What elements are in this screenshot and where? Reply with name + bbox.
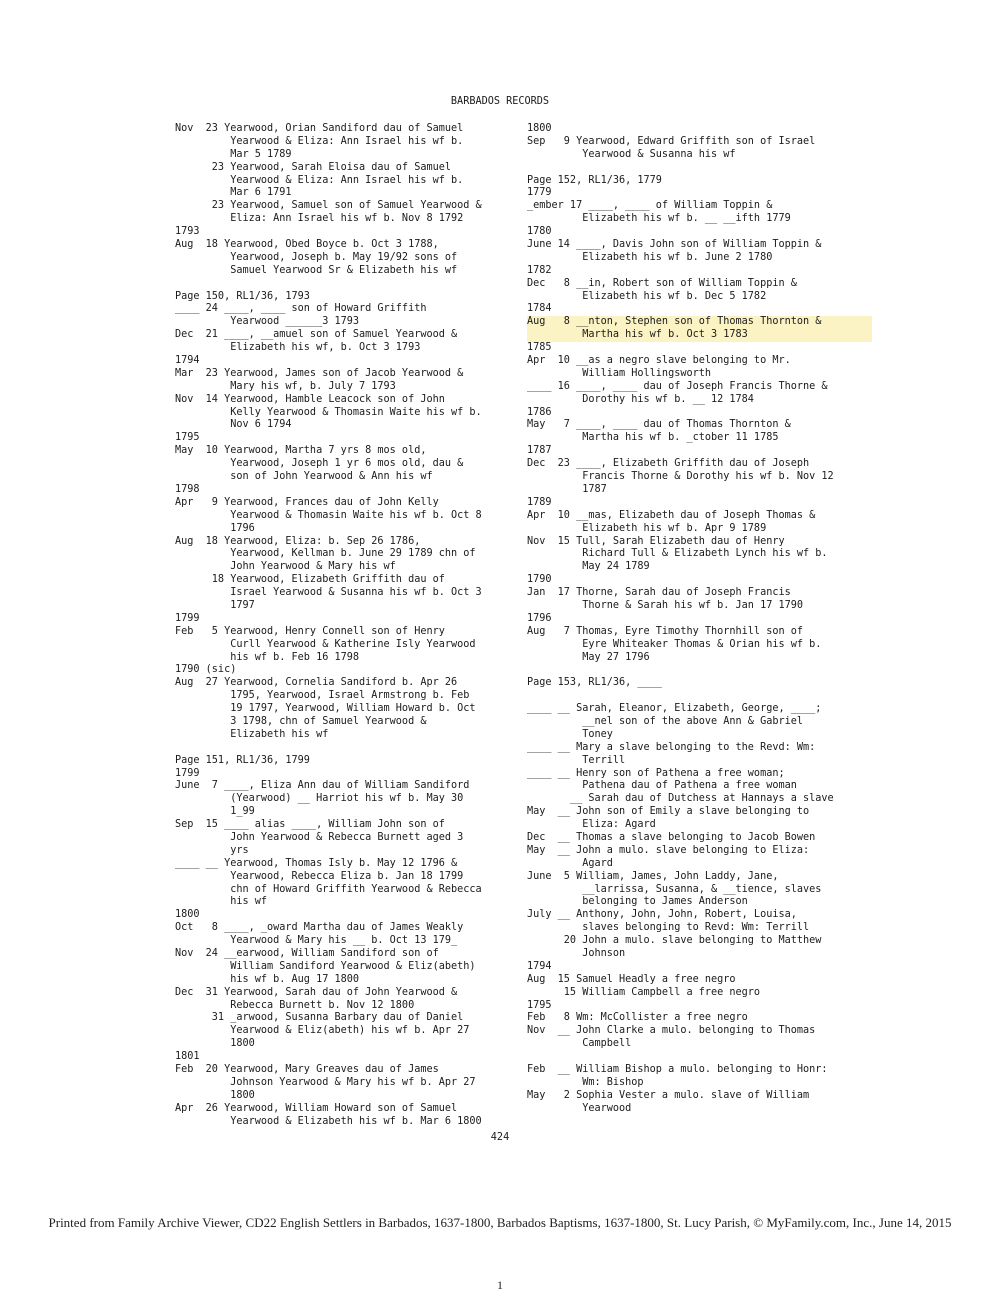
record-line: Yearwood, Joseph 1 yr 6 mos old, dau & [175,458,464,470]
record-line: his wf [175,896,268,908]
record-line: 1795 [175,432,200,444]
record-line: Nov 23 Yearwood, Orian Sandiford dau of Samuel [175,123,464,134]
record-line: June 14 ____, Davis John son of William Toppin & [527,239,822,251]
record-line: Page 152, RL1/36, 1779 [527,174,662,186]
record-line: Richard Tull & Elizabeth Lynch his wf b. [527,548,828,560]
record-line: Yearwood & Susanna his wf [527,148,736,160]
record-line: May 2 Sophia Vester a mulo. slave of William [527,1089,810,1101]
record-line: 1790 (sic) [175,664,237,676]
record-line: Aug 15 Samuel Headly a free negro [527,973,736,985]
record-line: Yearwood [527,1102,632,1114]
record-line: ____ 24 ____, ____ son of Howard Griffith [175,303,427,315]
record-line: Wm: Bishop [527,1076,644,1088]
record-line: Eliza: Agard [527,819,656,831]
record-line: chn of Howard Griffith Yearwood & Rebecca [175,883,482,895]
record-line: May 27 1796 [527,651,650,663]
record-line: May 7 ____, ____ dau of Thomas Thornton & [527,419,791,431]
record-line: May __ John son of Emily a slave belonging to [527,806,810,818]
record-line: Feb __ William Bishop a mulo. belonging to Honr: [527,1064,828,1076]
record-line: Elizabeth his wf b. Dec 5 1782 [527,290,767,302]
record-line: May 24 1789 [527,561,650,573]
record-line: Yearwood, Kellman b. June 29 1789 chn of [175,548,476,560]
record-line: 1_99 [175,806,255,818]
record-line: Nov 15 Tull, Sarah Elizabeth dau of Henry [527,535,785,547]
record-line: Mar 6 1791 [175,187,292,199]
record-line: Dec 21 ____, __amuel son of Samuel Yearwood & [175,329,458,341]
record-line: Elizabeth his wf, b. Oct 3 1793 [175,342,421,354]
record-line: 1789 [527,496,552,508]
record-line: Curll Yearwood & Katherine Isly Yearwood [175,638,476,650]
record-line [175,742,520,755]
record-line: Rebecca Burnett b. Nov 12 1800 [175,999,415,1011]
right-record-column [527,123,872,1116]
record-line: 1798 [175,483,200,495]
record-line: Eliza: Ann Israel his wf b. Nov 8 1792 [175,213,464,225]
record-line: Johnson [527,948,626,959]
record-line: 1795, Yearwood, Israel Armstrong b. Feb [175,690,470,702]
print-page-number: 1 [497,1278,503,1292]
record-line: Nov __ John Clarke a mulo. belonging to Thomas [527,1025,816,1037]
record-line: Yearwood, Rebecca Eliza b. Jan 18 1799 [175,870,464,882]
record-line: 1782 [527,264,552,276]
record-line: July __ Anthony, John, John, Robert, Louisa, [527,909,797,921]
record-line: __nel son of the above Ann & Gabriel [527,715,804,727]
record-line: 1797 [175,599,255,611]
record-line: William Sandiford Yearwood & Eliz(abeth) [175,960,476,972]
record-line: Kelly Yearwood & Thomasin Waite his wf b. [175,406,482,418]
record-line: Elizabeth his wf b. Apr 9 1789 [527,522,767,534]
record-line: 18 Yearwood, Elizabeth Griffith dau of [175,574,445,586]
record-line: John Yearwood & Rebecca Burnett aged 3 [175,831,464,843]
record-line: Mar 5 1789 [175,148,292,160]
record-line: Aug 18 Yearwood, Obed Boyce b. Oct 3 1788, [175,239,439,251]
record-line: 1779 [527,187,552,199]
record-line: May __ John a mulo. slave belonging to Eliza: [527,844,810,856]
record-line: Page 150, RL1/36, 1793 [175,290,310,302]
print-footer: Printed from Family Archive Viewer, CD22 English Settlers in Barbados, 1637-1800, Barbados Baptisms, 1637-1800, St. Lucy Parish, © MyFamily.com, Inc., June 14, 2015 [48,1215,952,1230]
record-line: Sep 15 ____ alias ____, William John son of [175,819,445,831]
record-line: ____ __ Mary a slave belonging to the Revd: Wm: [527,741,816,753]
record-line [527,1051,872,1064]
record-line: 19 1797, Yearwood, William Howard b. Oct [175,703,476,715]
record-line: June 7 ____, Eliza Ann dau of William Sandiford [175,780,470,792]
record-line: 1796 [175,522,255,534]
page-number: 424 [490,1132,510,1143]
record-line: (Yearwood) __ Harriot his wf b. May 30 [175,793,464,805]
record-line: Samuel Yearwood Sr & Elizabeth his wf [175,264,458,276]
record-line: Pathena dau of Pathena a free woman [527,780,797,792]
record-line: ____ 16 ____, ____ dau of Joseph Francis Thorne & [527,380,828,392]
record-line [527,664,872,677]
record-line: 1799 [175,612,200,624]
record-line: Martha his wf b. _ctober 11 1785 [527,432,779,444]
record-line: _ember 17 ____, ____ of William Toppin & [527,200,773,212]
record-line: Jan 17 Thorne, Sarah dau of Joseph Francis [527,587,791,599]
record-line: Page 153, RL1/36, ____ [527,677,662,689]
record-line: 1796 [527,612,552,624]
record-line: Dec __ Thomas a slave belonging to Jacob Bowen [527,831,816,843]
record-line: 1800 [175,1089,255,1101]
left-record-column [175,123,520,1128]
record-line: 1795 [527,999,552,1011]
record-line: Dec 8 __in, Robert son of William Toppin & [527,277,797,289]
record-line: Aug 18 Yearwood, Eliza: b. Sep 26 1786, [175,535,421,547]
record-line: Eyre Whiteaker Thomas & Orian his wf b. [527,638,822,650]
page-title: BARBADOS RECORDS [450,96,550,107]
record-line: Toney [527,728,613,740]
record-line: William Hollingsworth [527,367,712,379]
record-line: Terrill [527,754,626,766]
record-line: Feb 5 Yearwood, Henry Connell son of Henry [175,625,445,637]
record-line: 1794 [175,355,200,367]
record-line: May 10 Yearwood, Martha 7 yrs 8 mos old, [175,445,427,457]
record-line: 1786 [527,406,552,418]
record-line: yrs [175,844,249,856]
record-line: 1784 [527,303,552,315]
record-line: Thorne & Sarah his wf b. Jan 17 1790 [527,599,804,611]
record-line: 1801 [175,1051,200,1063]
record-line: Dec 31 Yearwood, Sarah dau of John Yearwood & [175,986,458,998]
record-line: John Yearwood & Mary his wf [175,561,396,573]
record-line: Israel Yearwood & Susanna his wf b. Oct 3 [175,587,482,599]
record-line: ____ __ Sarah, Eleanor, Elizabeth, George, ____; [527,703,822,715]
record-line: Nov 14 Yearwood, Hamble Leacock son of John [175,393,445,405]
record-line: Yearwood & Eliz(abeth) his wf b. Apr 27 [175,1025,470,1037]
record-line: 3 1798, chn of Samuel Yearwood & [175,715,427,727]
record-line: belonging to James Anderson [527,896,748,908]
record-line: __ Sarah dau of Dutchess at Hannays a slave [527,793,834,805]
record-line [175,278,520,291]
record-line: Feb 20 Yearwood, Mary Greaves dau of James [175,1064,439,1076]
record-line: his wf b. Feb 16 1798 [175,651,360,663]
record-line: Apr 10 __mas, Elizabeth dau of Joseph Thomas & [527,509,816,521]
record-line: 1800 [527,123,552,134]
record-line: Yearwood & Thomasin Waite his wf b. Oct 8 [175,509,482,521]
record-line: ____ __ Henry son of Pathena a free woman; [527,767,785,779]
record-line: Apr 9 Yearwood, Frances dau of John Kelly [175,496,439,508]
record-line: Page 151, RL1/36, 1799 [175,754,310,766]
record-line: Apr 10 __as a negro slave belonging to Mr. [527,355,791,367]
record-line: 1780 [527,226,552,238]
record-line: Dorothy his wf b. __ 12 1784 [527,393,754,405]
record-line: Dec 23 ____, Elizabeth Griffith dau of Joseph [527,458,810,470]
record-line: Mary his wf, b. July 7 1793 [175,380,396,392]
record-line: slaves belonging to Revd: Wm: Terrill [527,922,810,934]
record-line: Nov 24 __earwood, William Sandiford son of [175,948,439,959]
record-line: 20 John a mulo. slave belonging to Matthew [527,935,822,947]
record-line: 23 Yearwood, Sarah Eloisa dau of Samuel [175,161,452,173]
record-line: 1787 [527,445,552,457]
record-line: Mar 23 Yearwood, James son of Jacob Yearwood & [175,367,464,379]
record-line: Francis Thorne & Dorothy his wf b. Nov 12 [527,471,834,483]
record-line: Agard [527,857,613,869]
record-line: 23 Yearwood, Samuel son of Samuel Yearwood & [175,200,482,212]
record-line: Elizabeth his wf b. June 2 1780 [527,251,773,263]
record-line: 31 _arwood, Susanna Barbary dau of Daniel [175,1012,464,1024]
record-line: Aug 7 Thomas, Eyre Timothy Thornhill son of [527,625,804,637]
record-line: Nov 6 1794 [175,419,292,431]
record-line: Yearwood & Eliza: Ann Israel his wf b. [175,135,464,147]
record-line: June 5 William, James, John Laddy, Jane, [527,870,779,882]
record-line: Yearwood & Mary his __ b. Oct 13 179_ [175,935,458,947]
record-line: 1793 [175,226,200,238]
highlighted-record-line: Aug 8 __nton, Stephen son of Thomas Thornton & [527,316,872,329]
record-line: Yearwood & Elizabeth his wf b. Mar 6 1800 [175,1115,482,1127]
record-line: Apr 26 Yearwood, William Howard son of Samuel [175,1102,458,1114]
record-line: son of John Yearwood & Ann his wf [175,471,433,483]
record-line: 15 William Campbell a free negro [527,986,761,998]
record-line [527,690,872,703]
record-line: Oct 8 ____, _oward Martha dau of James Weakly [175,922,464,934]
record-line: Elizabeth his wf [175,728,329,740]
record-line: 1800 [175,1038,255,1050]
record-line: Campbell [527,1038,632,1050]
record-line: Sep 9 Yearwood, Edward Griffith son of Israel [527,135,816,147]
record-line: 1800 [175,909,200,921]
record-line: Yearwood, Joseph b. May 19/92 sons of [175,251,458,263]
record-line: 1790 [527,574,552,586]
record-line: Feb 8 Wm: McCollister a free negro [527,1012,748,1024]
record-line: 1785 [527,342,552,354]
record-line: his wf b. Aug 17 1800 [175,973,360,985]
highlighted-record-line: Martha his wf b. Oct 3 1783 [527,329,872,342]
record-line: 1787 [527,483,607,495]
record-line: Yearwood ______3 1793 [175,316,360,328]
record-line: ____ __ Yearwood, Thomas Isly b. May 12 1796 & [175,857,458,869]
record-line: Aug 27 Yearwood, Cornelia Sandiford b. Apr 26 [175,677,458,689]
record-line: __larrissa, Susanna, & __tience, slaves [527,883,822,895]
record-line: 1799 [175,767,200,779]
record-line [527,162,872,175]
record-line: Elizabeth his wf b. __ __ifth 1779 [527,213,791,225]
record-line: Yearwood & Eliza: Ann Israel his wf b. [175,174,464,186]
record-line: Johnson Yearwood & Mary his wf b. Apr 27 [175,1076,476,1088]
record-line: 1794 [527,960,552,972]
